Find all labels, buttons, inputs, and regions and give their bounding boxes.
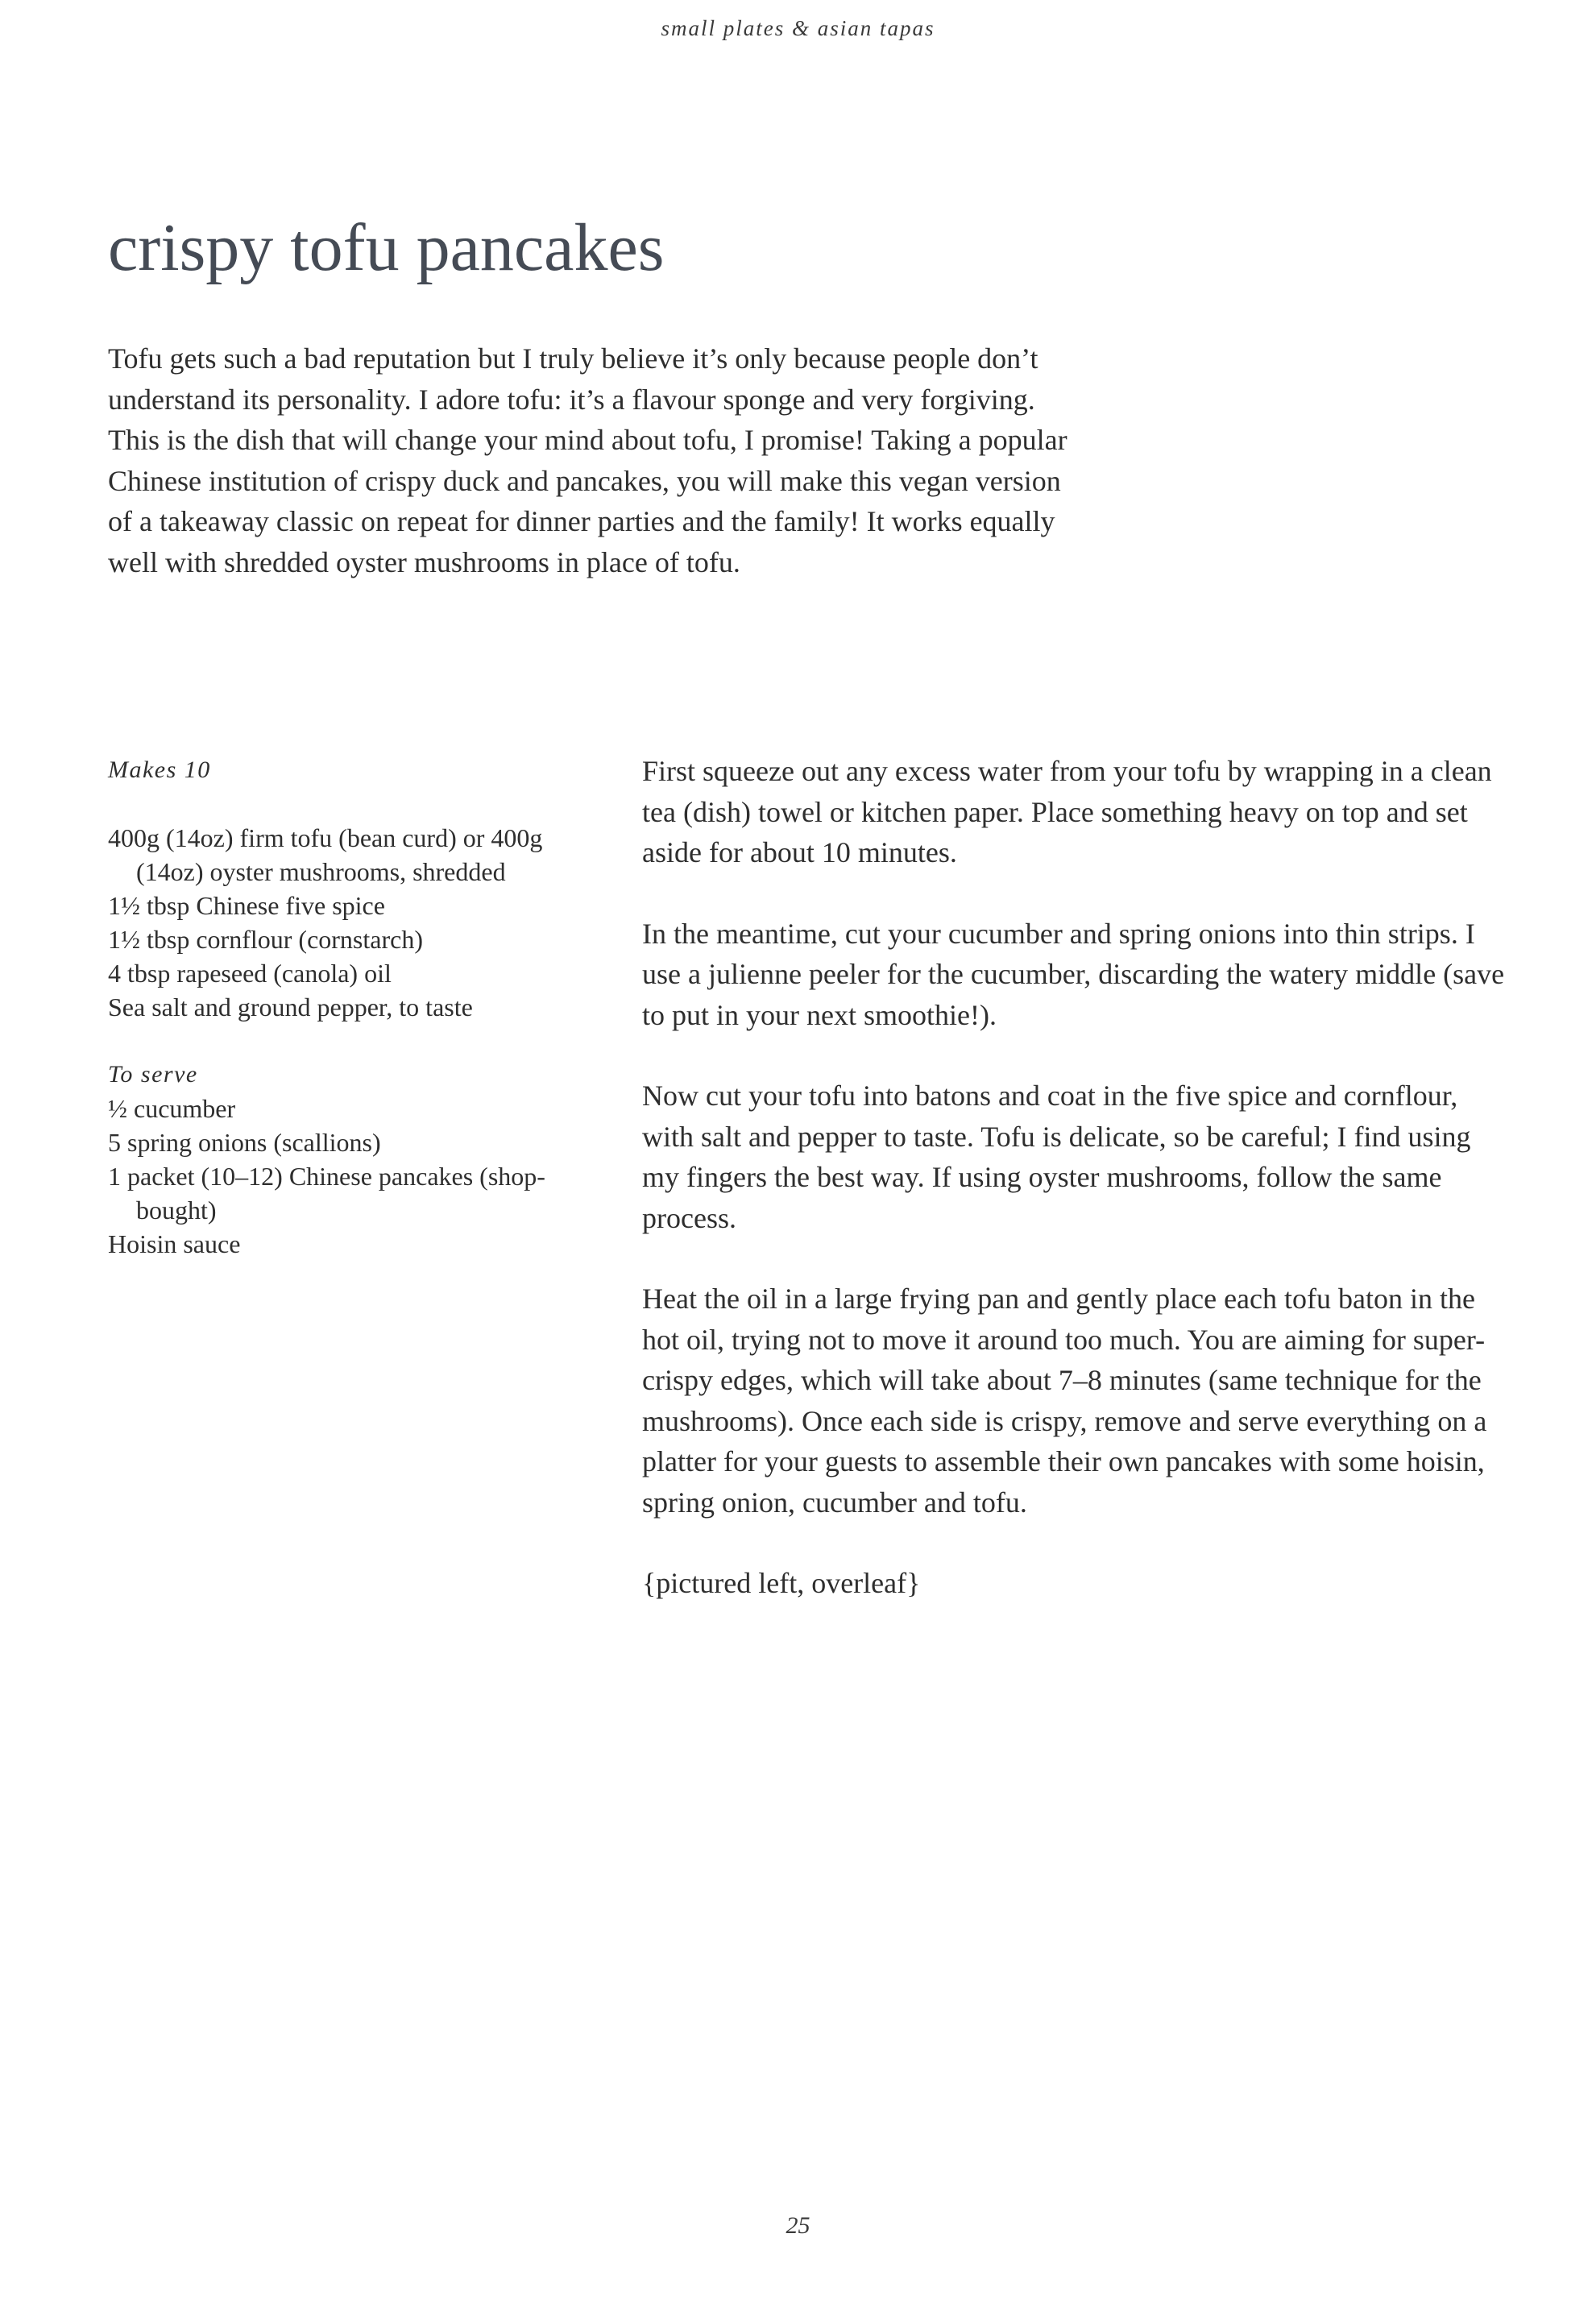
ingredient-item: 1½ tbsp cornflour (cornstarch) xyxy=(108,925,423,954)
ingredient-item: Sea salt and ground pepper, to taste xyxy=(108,993,473,1022)
picture-note: {pictured left, overleaf} xyxy=(642,1567,921,1599)
to-serve-item: Hoisin sauce xyxy=(108,1229,241,1258)
yield-label: Makes 10 xyxy=(108,756,211,783)
ingredient-item: 4 tbsp rapeseed (canola) oil xyxy=(108,959,392,988)
to-serve-item: ½ cucumber xyxy=(108,1094,236,1123)
to-serve-list xyxy=(108,1092,591,1261)
ingredient-list xyxy=(108,821,591,1024)
method-step: Now cut your tofu into batons and coat in the five spice and cornflour, with salt and pepper to taste. Tofu is delicate, so be careful; I find using my fingers the best way. If using oyster mushrooms, follow the same process. xyxy=(642,1080,1471,1234)
page-number: 25 xyxy=(786,2212,810,2239)
spacer xyxy=(108,1024,591,1058)
ingredient-item: 1½ tbsp Chinese five spice xyxy=(108,891,385,920)
method-step: Heat the oil in a large frying pan and gently place each tofu baton in the hot oil, trying not to move it around too much. You are aiming for super-crispy edges, which will take about 7–8 minutes (same technique for the mushrooms). Once each side is crispy, remove and serve everything on a platter for your guests to assemble their own pancakes with some hoisin, spring onion, cucumber and tofu. xyxy=(642,1283,1487,1519)
to-serve-item: 5 spring onions (scallions) xyxy=(108,1128,381,1157)
ingredient-item: 400g (14oz) firm tofu (bean curd) or 400g (14oz) oyster mushrooms, shredded xyxy=(108,823,543,886)
running-header: small plates & asian tapas xyxy=(661,16,935,40)
to-serve-heading: To serve xyxy=(108,1061,198,1088)
recipe-title: crispy tofu pancakes xyxy=(108,210,665,285)
ingredients-column xyxy=(108,753,591,1261)
method-step: In the meantime, cut your cucumber and spring onions into thin strips. I use a julienne peeler for the cucumber, discarding the watery middle (save to put in your next smoothie!). xyxy=(642,917,1505,1031)
method-column xyxy=(642,751,1512,1644)
method-step: First squeeze out any excess water from your tofu by wrapping in a clean tea (dish) towel or kitchen paper. Place something heavy on top and set aside for about 10 minutes. xyxy=(642,755,1492,868)
recipe-intro: Tofu gets such a bad reputation but I truly believe it’s only because people don’t understand its personality. I adore tofu: it’s a flavour sponge and very forgiving. This is the dish that will change your mind about tofu, I promise! Taking a popular Chinese institution of crispy duck and pancakes, you will make this vegan version of a takeaway classic on repeat for dinner parties and the family! It works equally well with shredded oyster mushrooms in place of tofu. xyxy=(108,342,1067,578)
to-serve-item: 1 packet (10–12) Chinese pancakes (shop-bought) xyxy=(108,1162,545,1225)
